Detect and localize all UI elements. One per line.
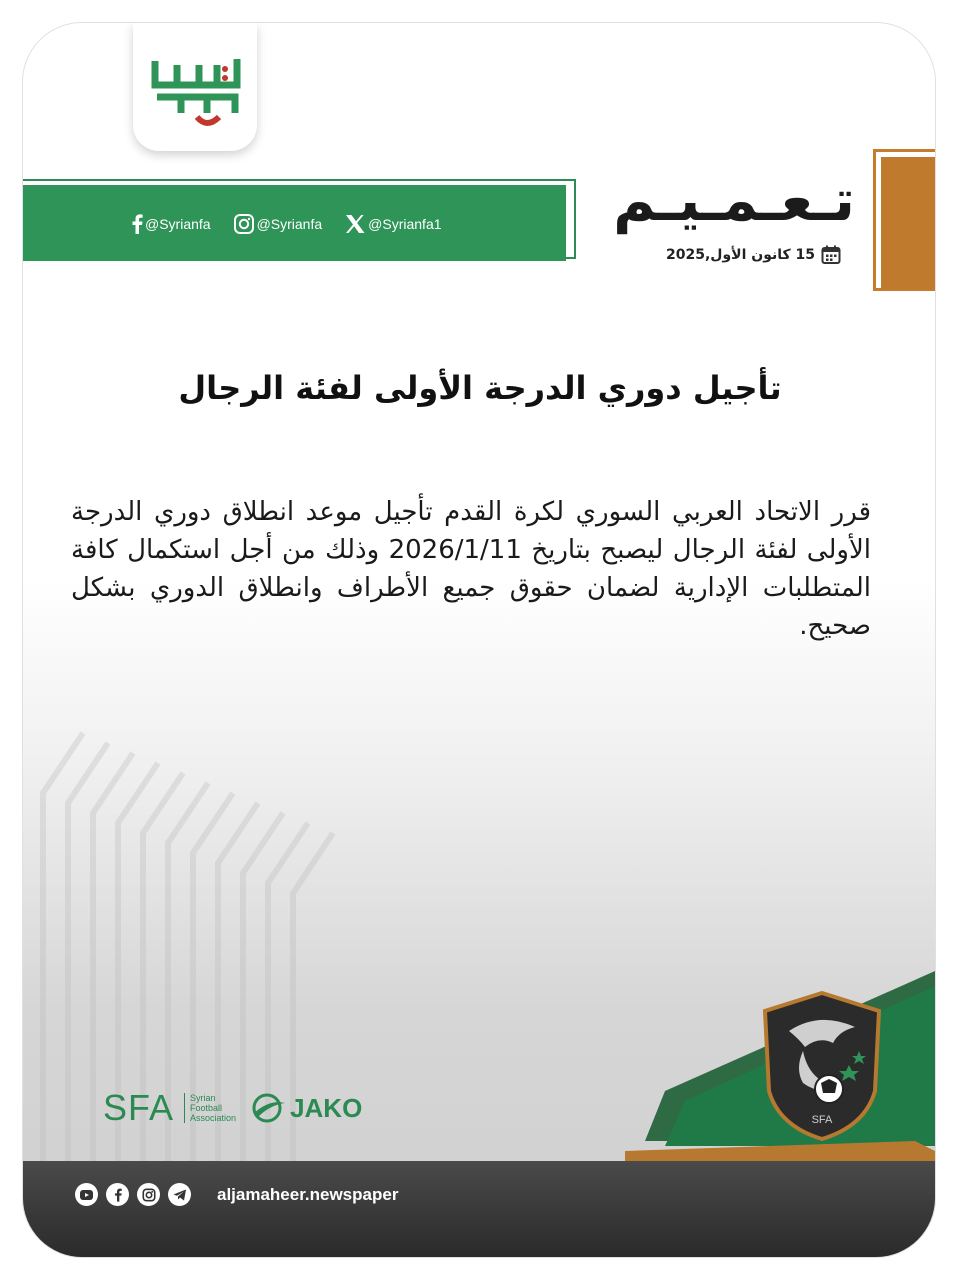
footer-social-row <box>75 1183 398 1206</box>
x-icon <box>344 213 366 235</box>
newspaper-logo <box>133 23 257 151</box>
social-links <box>131 209 442 239</box>
jako-wordmark: JAKO <box>290 1092 363 1123</box>
sfa-crest <box>759 991 885 1141</box>
facebook-link[interactable] <box>131 214 211 234</box>
instagram-link[interactable] <box>233 213 323 235</box>
sfa-name-line: Football <box>190 1103 223 1113</box>
crest-label: SFA <box>811 1114 833 1126</box>
youtube-icon <box>80 1190 93 1200</box>
jako-logo <box>252 1093 362 1124</box>
youtube-link[interactable] <box>75 1183 98 1206</box>
sfa-full-name <box>184 1093 236 1123</box>
telegram-icon <box>173 1189 187 1201</box>
x-handle: @Syrianfa1 <box>368 216 442 232</box>
calendar-icon <box>821 245 841 265</box>
announcement-card <box>22 22 936 1258</box>
instagram-handle: @Syrianfa <box>256 216 323 232</box>
page-title: تـعـمـيـم <box>613 166 855 234</box>
announcement-body: قرر الاتحاد العربي السوري لكرة القدم تأجيل موعد انطلاق دوري الدرجة الأولى لفئة الرجال ليصبح بتاريخ 2026/1/11 وذلك من أجل استكمال كافة المتطلبات الإدارية لضمان حقوق جميع الأطراف وانطلاق الدوري بشكل صحيح. <box>71 497 871 641</box>
footer-bar <box>23 1161 936 1258</box>
orange-accent <box>881 157 936 289</box>
facebook-handle: @Syrianfa <box>145 216 211 232</box>
instagram-icon <box>233 213 255 235</box>
footer-handle: aljamaheer.newspaper <box>217 1184 399 1204</box>
sfa-name-line: Syrian <box>190 1093 216 1103</box>
facebook-icon <box>131 214 143 234</box>
sfa-name-line: Association <box>190 1113 237 1123</box>
instagram-icon <box>142 1188 156 1202</box>
facebook-icon <box>114 1188 122 1202</box>
facebook-footer-link[interactable] <box>106 1183 129 1206</box>
announcement-headline: تأجيل دوري الدرجة الأولى لفئة الرجال <box>178 369 782 407</box>
jako-swoosh-icon <box>252 1093 286 1123</box>
date-row <box>666 245 841 265</box>
sponsor-logos <box>103 1087 362 1129</box>
aljamaheer-logo-icon <box>147 51 243 131</box>
telegram-link[interactable] <box>168 1183 191 1206</box>
publish-date: 15 كانون الأول,2025 <box>666 247 815 263</box>
sfa-logo: SFA <box>103 1087 175 1128</box>
instagram-footer-link[interactable] <box>137 1183 160 1206</box>
x-link[interactable] <box>344 213 441 235</box>
